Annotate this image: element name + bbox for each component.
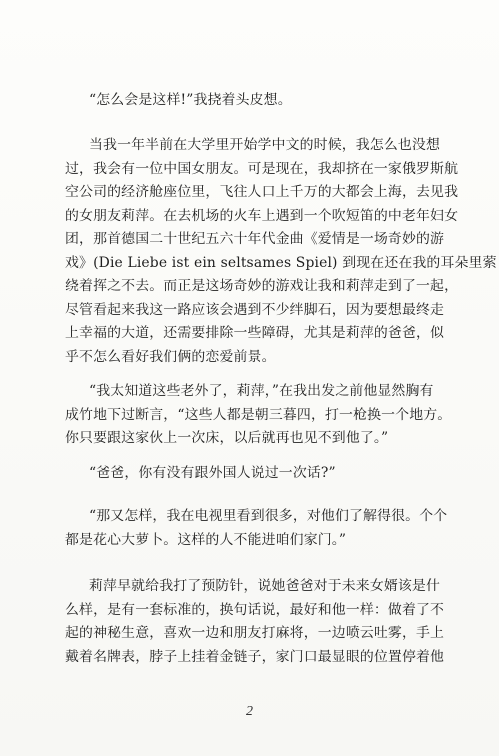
page-number: 2 (246, 704, 253, 719)
text-line: 戴着名牌表，脖子上挂着金链子，家门口最显眼的位置停着他 (65, 648, 445, 665)
paragraph-1 (89, 89, 454, 113)
text-line: 的女朋友莉萍。在去机场的火车上遇到一个吹短笛的中老年妇女 (65, 207, 459, 224)
text-line: 戏》(Die Liebe ist ein seltsames Spiel) 到现在还在我的耳朵里萦 (65, 254, 497, 271)
text-line: 乎不怎么看好我们俩的恋爱前景。 (65, 348, 276, 365)
text-line: 起的神秘生意，喜欢一边和朋友打麻将，一边喷云吐雾，手上 (65, 625, 445, 641)
paragraph-5 (65, 505, 448, 552)
text-line: 都是花心大萝卜。这样的人不能进咱们家门。” (65, 531, 347, 548)
text-line: 当我一年半前在大学里开始学中文的时候，我怎么也没想 (89, 137, 441, 153)
text-line: 绕着挥之不去。而正是这场奇妙的游戏让我和莉萍走到了一起， (65, 278, 459, 294)
text-line: “我太知道这些老外了，莉萍，”在我出发之前他显然胸有 (89, 383, 434, 399)
text-line: “怎么会是这样!”我挠着头皮想。 (89, 92, 292, 108)
paragraph-6 (65, 575, 445, 669)
text-line: 你只要跟这家伙上一次床，以后就再也见不到他了。” (65, 430, 389, 446)
text-line: 么样，是有一套标准的，换句话说，最好和他一样：做着了不 (65, 601, 445, 618)
text-line: 团，那首德国二十世纪五六十年代金曲《爱情是一场奇妙的游 (65, 231, 445, 247)
text-line: 成竹地下过断言，“这些人都是朝三暮四，打一枪换一个地方。 (65, 406, 452, 423)
text-line: 上幸福的大道，还需要排除一些障碍，尤其是莉萍的爸爸，似 (65, 325, 445, 341)
text-line: 莉萍早就给我打了预防针，说她爸爸对于未来女婿该是什 (89, 578, 441, 594)
text-line: “那又怎样，我在电视里看到很多，对他们了解得很。个个 (89, 508, 448, 524)
text-line: “爸爸，你有没有跟外国人说过一次话?” (89, 465, 336, 481)
text-line: 过，我会有一位中国女朋友。可是现在，我却挤在一家俄罗斯航 (65, 160, 459, 177)
paragraph-3 (65, 380, 452, 451)
text-line: 尽管看起来我这一路应该会遇到不少绊脚石，因为要想最终走 (65, 301, 445, 318)
paragraph-4 (89, 462, 454, 486)
text-line: 空公司的经济舱座位里，飞往人口上千万的大都会上海，去见我 (65, 184, 459, 200)
paragraph-2 (65, 134, 497, 369)
